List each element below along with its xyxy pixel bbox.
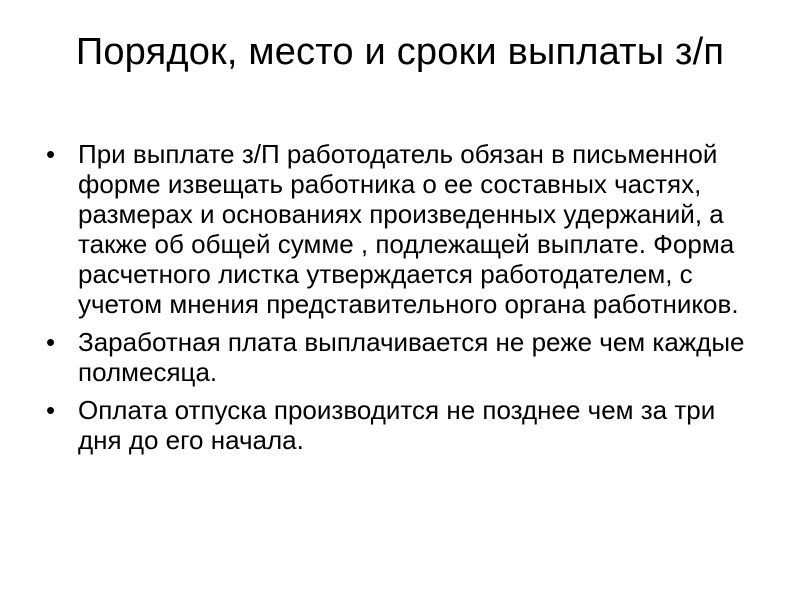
bullet-item: [46, 139, 762, 319]
bullet-text: Оплата отпуска производится не позднее чем за три дня до его начала.: [78, 395, 716, 455]
bullet-icon: •: [46, 395, 56, 425]
bullet-text: При выплате з/П работодатель обязан в письменной форме извещать работника о ее составных частях, размерах и основаниях произведенных удержаний, а также об общей сумме , подлежащей выплате. Форма расчетного листка утверждается работодателем, с учетом мнения представительного органа работников.: [78, 139, 739, 319]
bullet-item: [46, 327, 762, 387]
slide-title: Порядок, место и сроки выплаты з/п: [75, 31, 725, 73]
bullet-item: [46, 395, 762, 455]
bullet-icon: •: [46, 327, 56, 357]
bullet-list: [46, 139, 762, 463]
bullet-icon: •: [46, 139, 56, 169]
bullet-text: Заработная плата выплачивается не реже чем каждые полмесяца.: [78, 327, 745, 387]
